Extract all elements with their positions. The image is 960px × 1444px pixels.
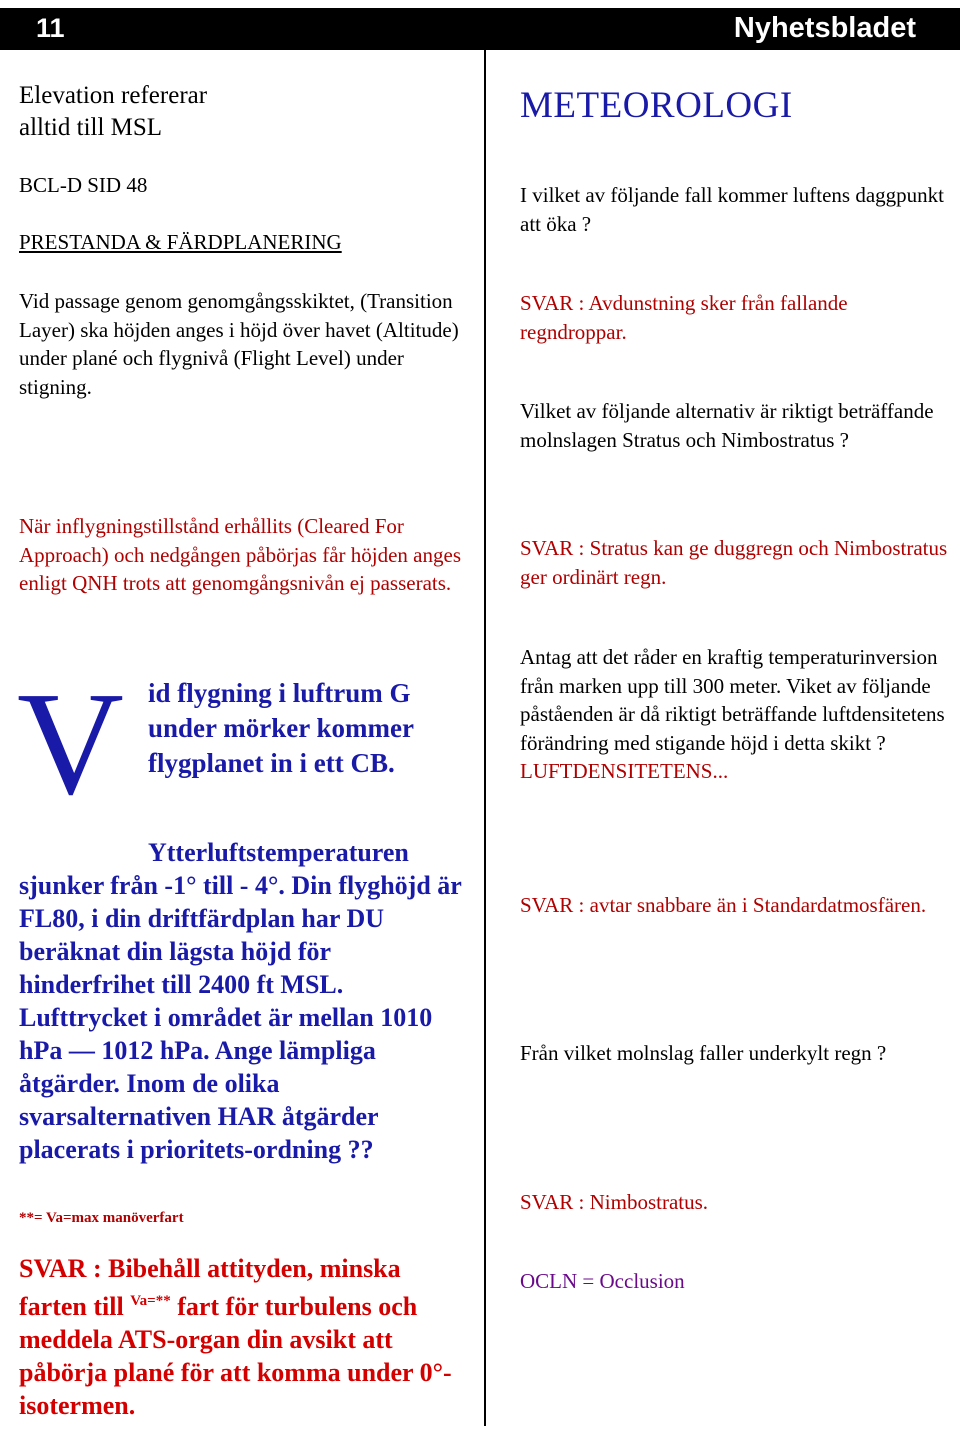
question-dewpoint: I vilket av följande fall kommer luftens daggpunkt att öka ? bbox=[520, 183, 944, 236]
answer-supercooled-rain: SVAR : Nimbostratus. bbox=[520, 1190, 709, 1214]
transition-paragraph: Vid passage genom genomgångsskiktet, (Transition Layer) ska höjden anges i höjd över havet (Altitude) under plané och flygnivå (Flight Level) under stigning. bbox=[19, 289, 459, 399]
question-inversion bbox=[520, 643, 956, 786]
scenario-text: sjunker från -1° till - 4°. Din flyghöjd är FL80, i din driftfärdplan har DU beräknat din lägsta höjd för hinderfrihet till 2400 ft MSL. Lufttrycket i området är mellan 1010 hPa — 1012 hPa. Ange lämpliga åtgärder. Inom de olika svarsalternativen HAR åtgärder placerats i prioritets-ordning ?? bbox=[19, 871, 462, 1164]
page-number: 11 bbox=[36, 13, 65, 43]
footnote: **= Va=max manöverfart bbox=[19, 1210, 184, 1226]
reference-label: BCL-D SID 48 bbox=[19, 173, 148, 197]
answer-dewpoint: SVAR : Avdunstning sker från fallande regndroppar. bbox=[520, 291, 848, 344]
dropcap-text: id flygning i luftrum G under mörker kommer flygplanet in i ett CB. bbox=[148, 678, 414, 778]
answer-superscript: Va=** bbox=[130, 1293, 171, 1309]
question-supercooled-rain: Från vilket molnslag faller underkylt regn ? bbox=[520, 1041, 887, 1065]
section-heading: PRESTANDA & FÄRDPLANERING bbox=[19, 230, 342, 254]
answer-stratus: SVAR : Stratus kan ge duggregn och Nimbostratus ger ordinärt regn. bbox=[520, 536, 948, 589]
newsletter-title: Nyhetsbladet bbox=[733, 12, 916, 44]
answer-text-1: SVAR : Bibehåll attityden, minska farten till bbox=[19, 1254, 401, 1321]
elevation-heading-line-2: alltid till MSL bbox=[19, 114, 163, 141]
scenario-question bbox=[19, 836, 464, 1166]
elevation-heading bbox=[19, 80, 207, 144]
dropcap-letter: V bbox=[17, 662, 124, 826]
header-bar bbox=[0, 8, 960, 50]
column-divider bbox=[484, 44, 486, 1426]
scenario-answer bbox=[19, 1252, 464, 1422]
approach-paragraph: När inflygningstillstånd erhållits (Cleared For Approach) och nedgången påbörjas får höjden anges enligt QNH trots att genomgångsnivån ej passerats. bbox=[19, 514, 461, 595]
elevation-heading-line-1: Elevation refererar bbox=[19, 82, 208, 109]
dropcap-block bbox=[17, 662, 469, 826]
answer-text-2: fart för turbulens och meddela ATS-organ din avsikt att påbörja plané för att komma under 0°-isotermen. bbox=[19, 1292, 452, 1420]
question-inversion-text: Antag att det råder en kraftig temperaturinversion från marken upp till 300 meter. Viket av följande påståenden är då riktigt beträffande luftdensitetens förändring med stigande höjd i detta skikt ? bbox=[520, 645, 945, 755]
question-stratus: Vilket av följande alternativ är riktigt beträffande molnslagen Stratus och Nimbostratus ? bbox=[520, 399, 934, 452]
answer-inversion: SVAR : avtar snabbare än i Standardatmosfären. bbox=[520, 893, 927, 917]
question-inversion-caps: LUFTDENSITETENS... bbox=[520, 759, 729, 783]
ocln-definition: OCLN = Occlusion bbox=[520, 1269, 685, 1293]
scenario-first-line: Ytterluftstemperaturen bbox=[148, 838, 409, 867]
meteorology-heading: METEOROLOGI bbox=[520, 85, 793, 126]
